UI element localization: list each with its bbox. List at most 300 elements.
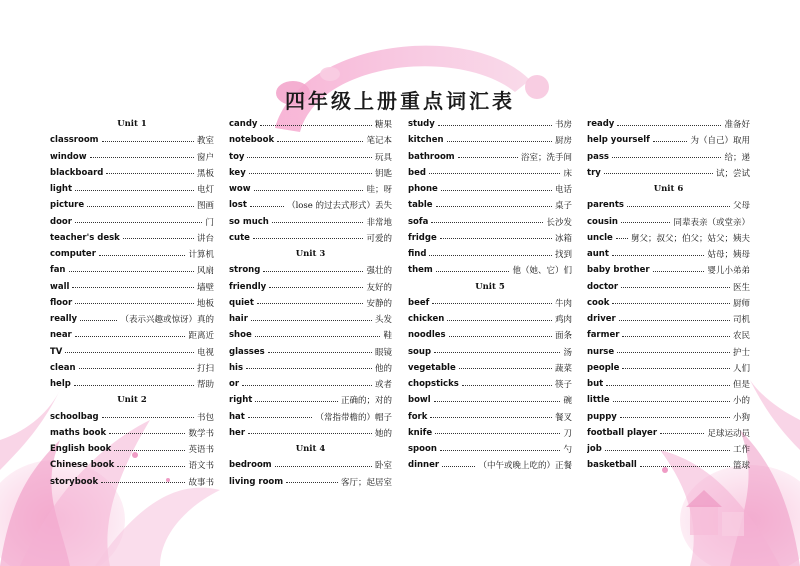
vocab-row (587, 214, 750, 230)
dot-leader (269, 287, 363, 288)
english-word: help (50, 379, 71, 390)
chinese-meaning: 帮助 (196, 380, 214, 391)
chinese-meaning: 面条 (554, 331, 572, 342)
chinese-meaning: 医生 (732, 282, 750, 293)
english-word: candy (229, 119, 258, 130)
english-word: living room (229, 476, 284, 487)
unit-heading: Unit 2 (117, 395, 147, 406)
dot-leader (72, 287, 194, 288)
vocab-row (50, 279, 214, 295)
english-word: try (587, 167, 601, 178)
dot-leader (617, 125, 721, 126)
english-word: key (229, 167, 246, 178)
vocab-row (229, 360, 392, 376)
dot-leader (117, 466, 185, 467)
vocab-row (229, 149, 392, 165)
chinese-meaning: 桌子 (554, 201, 572, 212)
english-word: her (229, 427, 246, 438)
vocab-row (587, 360, 750, 376)
english-word: but (587, 379, 604, 390)
chinese-meaning: （中午或晚上吃的）正餐 (478, 461, 572, 472)
english-word: English book (50, 444, 112, 455)
english-word: friendly (229, 281, 267, 292)
chinese-meaning: 刀 (563, 428, 572, 439)
dot-leader (286, 482, 338, 483)
vocab-row (229, 279, 392, 295)
vocab-row (229, 344, 392, 360)
dot-leader (257, 303, 364, 304)
dot-leader (75, 222, 203, 223)
english-word: window (50, 151, 87, 162)
dot-leader (106, 173, 194, 174)
english-word: phone (408, 184, 438, 195)
english-word: bathroom (408, 151, 455, 162)
chinese-meaning: 友好的 (366, 282, 392, 293)
vocab-row (408, 132, 572, 148)
vocab-row (587, 246, 750, 262)
dot-leader (80, 320, 117, 321)
chinese-meaning: 床 (563, 168, 572, 179)
english-word: job (587, 444, 602, 455)
dot-leader (69, 271, 194, 272)
vocab-row (587, 392, 750, 408)
vocab-row (229, 392, 392, 408)
english-word: knife (408, 427, 433, 438)
vocab-row (408, 246, 572, 262)
vocab-row (587, 149, 750, 165)
chinese-meaning: 图画 (196, 201, 214, 212)
english-word: storybook (50, 476, 99, 487)
dot-leader (75, 190, 194, 191)
chinese-meaning: 冰箱 (554, 233, 572, 244)
vocab-row (229, 474, 392, 490)
chinese-meaning: 窗户 (196, 152, 214, 163)
chinese-meaning: 但是 (732, 380, 750, 391)
dot-leader (660, 433, 704, 434)
vocab-row (229, 165, 392, 181)
dot-leader (87, 206, 194, 207)
english-word: fridge (408, 232, 437, 243)
dot-leader (272, 222, 364, 223)
english-word: lost (229, 200, 247, 211)
dot-leader (75, 336, 186, 337)
vocab-row (50, 441, 214, 457)
unit-heading: Unit 3 (295, 249, 326, 259)
english-word: uncle (587, 232, 613, 243)
english-word: right (229, 395, 253, 406)
chinese-meaning: 英语书 (188, 445, 214, 456)
vocab-row (50, 165, 214, 181)
vocab-row (229, 214, 392, 230)
english-word: dinner (408, 460, 440, 471)
english-word: study (408, 119, 435, 130)
chinese-meaning: 故事书 (188, 477, 214, 488)
dot-leader (434, 352, 560, 353)
vocab-row (229, 425, 392, 441)
vocab-row (50, 230, 214, 246)
english-word: aunt (587, 249, 609, 260)
chinese-meaning: 父母 (732, 201, 750, 212)
vocab-row (587, 295, 750, 311)
dot-leader (109, 433, 185, 434)
dot-leader (75, 303, 194, 304)
unit-heading: Unit 6 (653, 184, 684, 194)
dot-leader (250, 206, 284, 207)
vocab-row (408, 425, 572, 441)
dot-leader (619, 320, 730, 321)
english-word: help yourself (587, 135, 650, 146)
english-word: parents (587, 200, 624, 211)
chinese-meaning: 为（自己）取用 (690, 136, 750, 147)
dot-leader (613, 401, 730, 402)
unit-heading: Unit 4 (295, 444, 326, 454)
chinese-meaning: 卧室 (374, 461, 392, 472)
english-word: toy (229, 151, 245, 162)
dot-leader (102, 141, 194, 142)
page-title: 四年级上册重点词汇表 (285, 89, 515, 113)
vocab-row (408, 214, 572, 230)
english-word: chicken (408, 314, 445, 325)
chinese-meaning: 客厅；起居室 (340, 477, 392, 488)
vocab-row (408, 311, 572, 327)
vocab-row (587, 279, 750, 295)
chinese-meaning: 勺 (563, 445, 572, 456)
chinese-meaning: 门 (205, 217, 214, 228)
vocab-row (587, 311, 750, 327)
english-word: clean (50, 362, 76, 373)
vocab-row (587, 197, 750, 213)
dot-leader (263, 271, 363, 272)
dot-leader (436, 206, 552, 207)
vocab-row (587, 230, 750, 246)
dot-leader (604, 173, 713, 174)
vocab-row (587, 344, 750, 360)
dot-leader (622, 336, 730, 337)
chinese-meaning: 书包 (196, 412, 214, 423)
chinese-meaning: 牛肉 (554, 298, 572, 309)
dot-leader (616, 238, 628, 239)
chinese-meaning: 距离近 (188, 331, 214, 342)
vocab-row (50, 149, 214, 165)
dot-leader (449, 336, 552, 337)
dot-leader (251, 320, 372, 321)
vocab-row (50, 344, 214, 360)
vocab-row (587, 262, 750, 278)
dot-leader (123, 238, 194, 239)
english-word: sofa (408, 216, 429, 227)
chinese-meaning: 厨房 (554, 136, 572, 147)
vocab-row (229, 376, 392, 392)
vocab-row (50, 197, 214, 213)
vocab-row (50, 311, 214, 327)
english-word: glasses (229, 346, 265, 357)
english-word: near (50, 330, 72, 341)
chinese-meaning: 笔记本 (366, 136, 392, 147)
dot-leader (620, 417, 730, 418)
english-word: wall (50, 281, 70, 292)
english-word: vegetable (408, 362, 456, 373)
vocab-row (408, 376, 572, 392)
chinese-meaning: （表示兴趣或惊讶）真的 (120, 315, 214, 326)
vocab-row (408, 149, 572, 165)
chinese-meaning: 墙壁 (196, 282, 214, 293)
dot-leader (462, 385, 552, 386)
english-word: farmer (587, 330, 620, 341)
chinese-meaning: 玩具 (374, 152, 392, 163)
english-word: beef (408, 297, 430, 308)
english-word: notebook (229, 135, 275, 146)
dot-leader (254, 190, 364, 191)
dot-leader (101, 482, 185, 483)
english-word: or (229, 379, 240, 390)
dot-leader (459, 368, 552, 369)
chinese-meaning: 眼镜 (374, 347, 392, 358)
dot-leader (612, 303, 730, 304)
chinese-meaning: 姑母；姨母 (707, 250, 750, 261)
chinese-meaning: 风扇 (196, 266, 214, 277)
dot-leader (253, 238, 364, 239)
chinese-meaning: 电灯 (196, 185, 214, 196)
vocab-row (587, 132, 750, 148)
english-word: fork (408, 411, 428, 422)
english-word: doctor (587, 281, 619, 292)
english-word: really (50, 314, 78, 325)
vocab-column-2 (229, 116, 392, 490)
english-word: fan (50, 265, 66, 276)
chinese-meaning: 讲台 (196, 233, 214, 244)
dot-leader (653, 141, 688, 142)
chinese-meaning: 工作 (732, 445, 750, 456)
english-word: floor (50, 297, 73, 308)
english-word: chopsticks (408, 379, 459, 390)
vocab-row (408, 392, 572, 408)
chinese-meaning: 计算机 (188, 250, 214, 261)
dot-leader (622, 368, 730, 369)
chinese-meaning: 鞋 (383, 331, 392, 342)
chinese-meaning: 司机 (732, 315, 750, 326)
vocab-row (408, 116, 572, 132)
chinese-meaning: 钥匙 (374, 168, 392, 179)
chinese-meaning: 护士 (732, 347, 750, 358)
dot-leader (458, 157, 518, 158)
english-word: hair (229, 314, 248, 325)
english-word: schoolbag (50, 411, 99, 422)
chinese-meaning: 安静的 (366, 298, 392, 309)
chinese-meaning: 汤 (563, 347, 572, 358)
chinese-meaning: 碗 (563, 396, 572, 407)
chinese-meaning: 婴儿小弟弟 (707, 266, 750, 277)
vocab-row (408, 360, 572, 376)
dot-leader (65, 352, 194, 353)
chinese-meaning: 电话 (554, 185, 572, 196)
dot-leader (248, 433, 372, 434)
english-word: find (408, 249, 427, 260)
vocab-row (229, 181, 392, 197)
english-word: Chinese book (50, 460, 115, 471)
dot-leader (447, 320, 552, 321)
english-word: spoon (408, 444, 437, 455)
english-word: blackboard (50, 167, 104, 178)
chinese-meaning: 餐叉 (554, 412, 572, 423)
chinese-meaning: 或者 (374, 380, 392, 391)
dot-leader (430, 417, 552, 418)
chinese-meaning: 蔬菜 (554, 363, 572, 374)
english-word: teacher's desk (50, 232, 120, 243)
english-word: TV (50, 346, 63, 357)
dot-leader (74, 385, 194, 386)
dot-leader (653, 271, 705, 272)
chinese-meaning: 打扫 (196, 363, 214, 374)
vocab-row (229, 457, 392, 473)
vocab-row (229, 197, 392, 213)
english-word: football player (587, 427, 658, 438)
english-word: cousin (587, 216, 618, 227)
dot-leader (434, 401, 561, 402)
dot-leader (435, 433, 560, 434)
english-word: computer (50, 249, 96, 260)
english-word: bowl (408, 395, 431, 406)
dot-leader (247, 157, 372, 158)
chinese-meaning: 篮球 (732, 461, 750, 472)
dot-leader (248, 417, 313, 418)
chinese-meaning: 同辈表亲（或堂亲） (673, 217, 750, 228)
vocab-column-4 (587, 116, 750, 474)
vocab-row (229, 327, 392, 343)
vocab-row (587, 441, 750, 457)
chinese-meaning: 他（她、它）们 (512, 266, 572, 277)
english-word: noodles (408, 330, 446, 341)
dot-leader (90, 157, 194, 158)
vocab-row (408, 230, 572, 246)
chinese-meaning: 正确的；对的 (340, 396, 392, 407)
dot-leader (436, 271, 510, 272)
chinese-meaning: 筷子 (554, 380, 572, 391)
english-word: kitchen (408, 135, 444, 146)
vocab-column-3 (408, 116, 572, 474)
chinese-meaning: （常指带檐的）帽子 (315, 412, 392, 423)
dot-leader (242, 385, 372, 386)
english-word: cook (587, 297, 610, 308)
vocab-row (50, 327, 214, 343)
dot-leader (440, 238, 552, 239)
vocab-row (408, 262, 572, 278)
chinese-meaning: （lose 的过去式形式）丢失 (287, 201, 392, 212)
english-word: so much (229, 216, 269, 227)
chinese-meaning: 给；递 (724, 152, 750, 163)
vocab-column-1 (50, 116, 214, 490)
dot-leader (438, 125, 552, 126)
english-word: his (229, 362, 244, 373)
english-word: puppy (587, 411, 617, 422)
vocab-row (587, 409, 750, 425)
vocab-row (408, 457, 572, 473)
vocab-row (229, 230, 392, 246)
english-word: bed (408, 167, 426, 178)
dot-leader (429, 173, 561, 174)
chinese-meaning: 小的 (732, 396, 750, 407)
vocab-row (408, 409, 572, 425)
chinese-meaning: 强壮的 (366, 266, 392, 277)
chinese-meaning: 糖果 (374, 120, 392, 131)
chinese-meaning: 舅父；叔父；伯父；姑父；姨夫 (630, 233, 750, 244)
dot-leader (431, 222, 543, 223)
dot-leader (617, 352, 730, 353)
dot-leader (249, 173, 372, 174)
english-word: shoe (229, 330, 252, 341)
vocab-row (50, 295, 214, 311)
dot-leader (99, 255, 186, 256)
vocab-row (408, 197, 572, 213)
english-word: bedroom (229, 460, 272, 471)
english-word: soup (408, 346, 432, 357)
chinese-meaning: 长沙发 (546, 217, 572, 228)
dot-leader (621, 287, 730, 288)
chinese-meaning: 准备好 (724, 120, 750, 131)
dot-leader (79, 368, 194, 369)
vocab-row (50, 376, 214, 392)
vocab-row (408, 165, 572, 181)
vocab-row (587, 327, 750, 343)
english-word: little (587, 395, 610, 406)
chinese-meaning: 黑板 (196, 168, 214, 179)
dot-leader (277, 141, 363, 142)
chinese-meaning: 哇；呀 (366, 185, 392, 196)
chinese-meaning: 书房 (554, 120, 572, 131)
vocab-row (229, 311, 392, 327)
dot-leader (440, 450, 561, 451)
chinese-meaning: 教室 (196, 136, 214, 147)
dot-leader (255, 336, 381, 337)
dot-leader (640, 466, 730, 467)
dot-leader (612, 255, 705, 256)
chinese-meaning: 小狗 (732, 412, 750, 423)
vocab-row (408, 441, 572, 457)
vocab-row (408, 181, 572, 197)
english-word: table (408, 200, 433, 211)
english-word: people (587, 362, 620, 373)
dot-leader (268, 352, 372, 353)
english-word: them (408, 265, 433, 276)
vocab-row (50, 214, 214, 230)
english-word: driver (587, 314, 616, 325)
dot-leader (246, 368, 372, 369)
chinese-meaning: 她的 (374, 428, 392, 439)
vocab-row (587, 165, 750, 181)
dot-leader (114, 450, 185, 451)
vocab-row (229, 295, 392, 311)
english-word: cute (229, 232, 250, 243)
chinese-meaning: 足球运动员 (707, 428, 750, 439)
vocab-row (229, 116, 392, 132)
chinese-meaning: 语文书 (188, 461, 214, 472)
vocab-row (408, 295, 572, 311)
vocab-row (587, 376, 750, 392)
vocab-row (408, 327, 572, 343)
chinese-meaning: 人们 (732, 363, 750, 374)
vocab-row (50, 132, 214, 148)
vocab-row (587, 457, 750, 473)
english-word: classroom (50, 135, 99, 146)
vocab-row (50, 457, 214, 473)
unit-heading: Unit 5 (475, 281, 505, 292)
english-word: wow (229, 184, 251, 195)
english-word: door (50, 216, 72, 227)
vocab-row (587, 116, 750, 132)
vocab-row (50, 409, 214, 425)
vocab-row (50, 262, 214, 278)
chinese-meaning: 数学书 (188, 428, 214, 439)
dot-leader (432, 303, 552, 304)
